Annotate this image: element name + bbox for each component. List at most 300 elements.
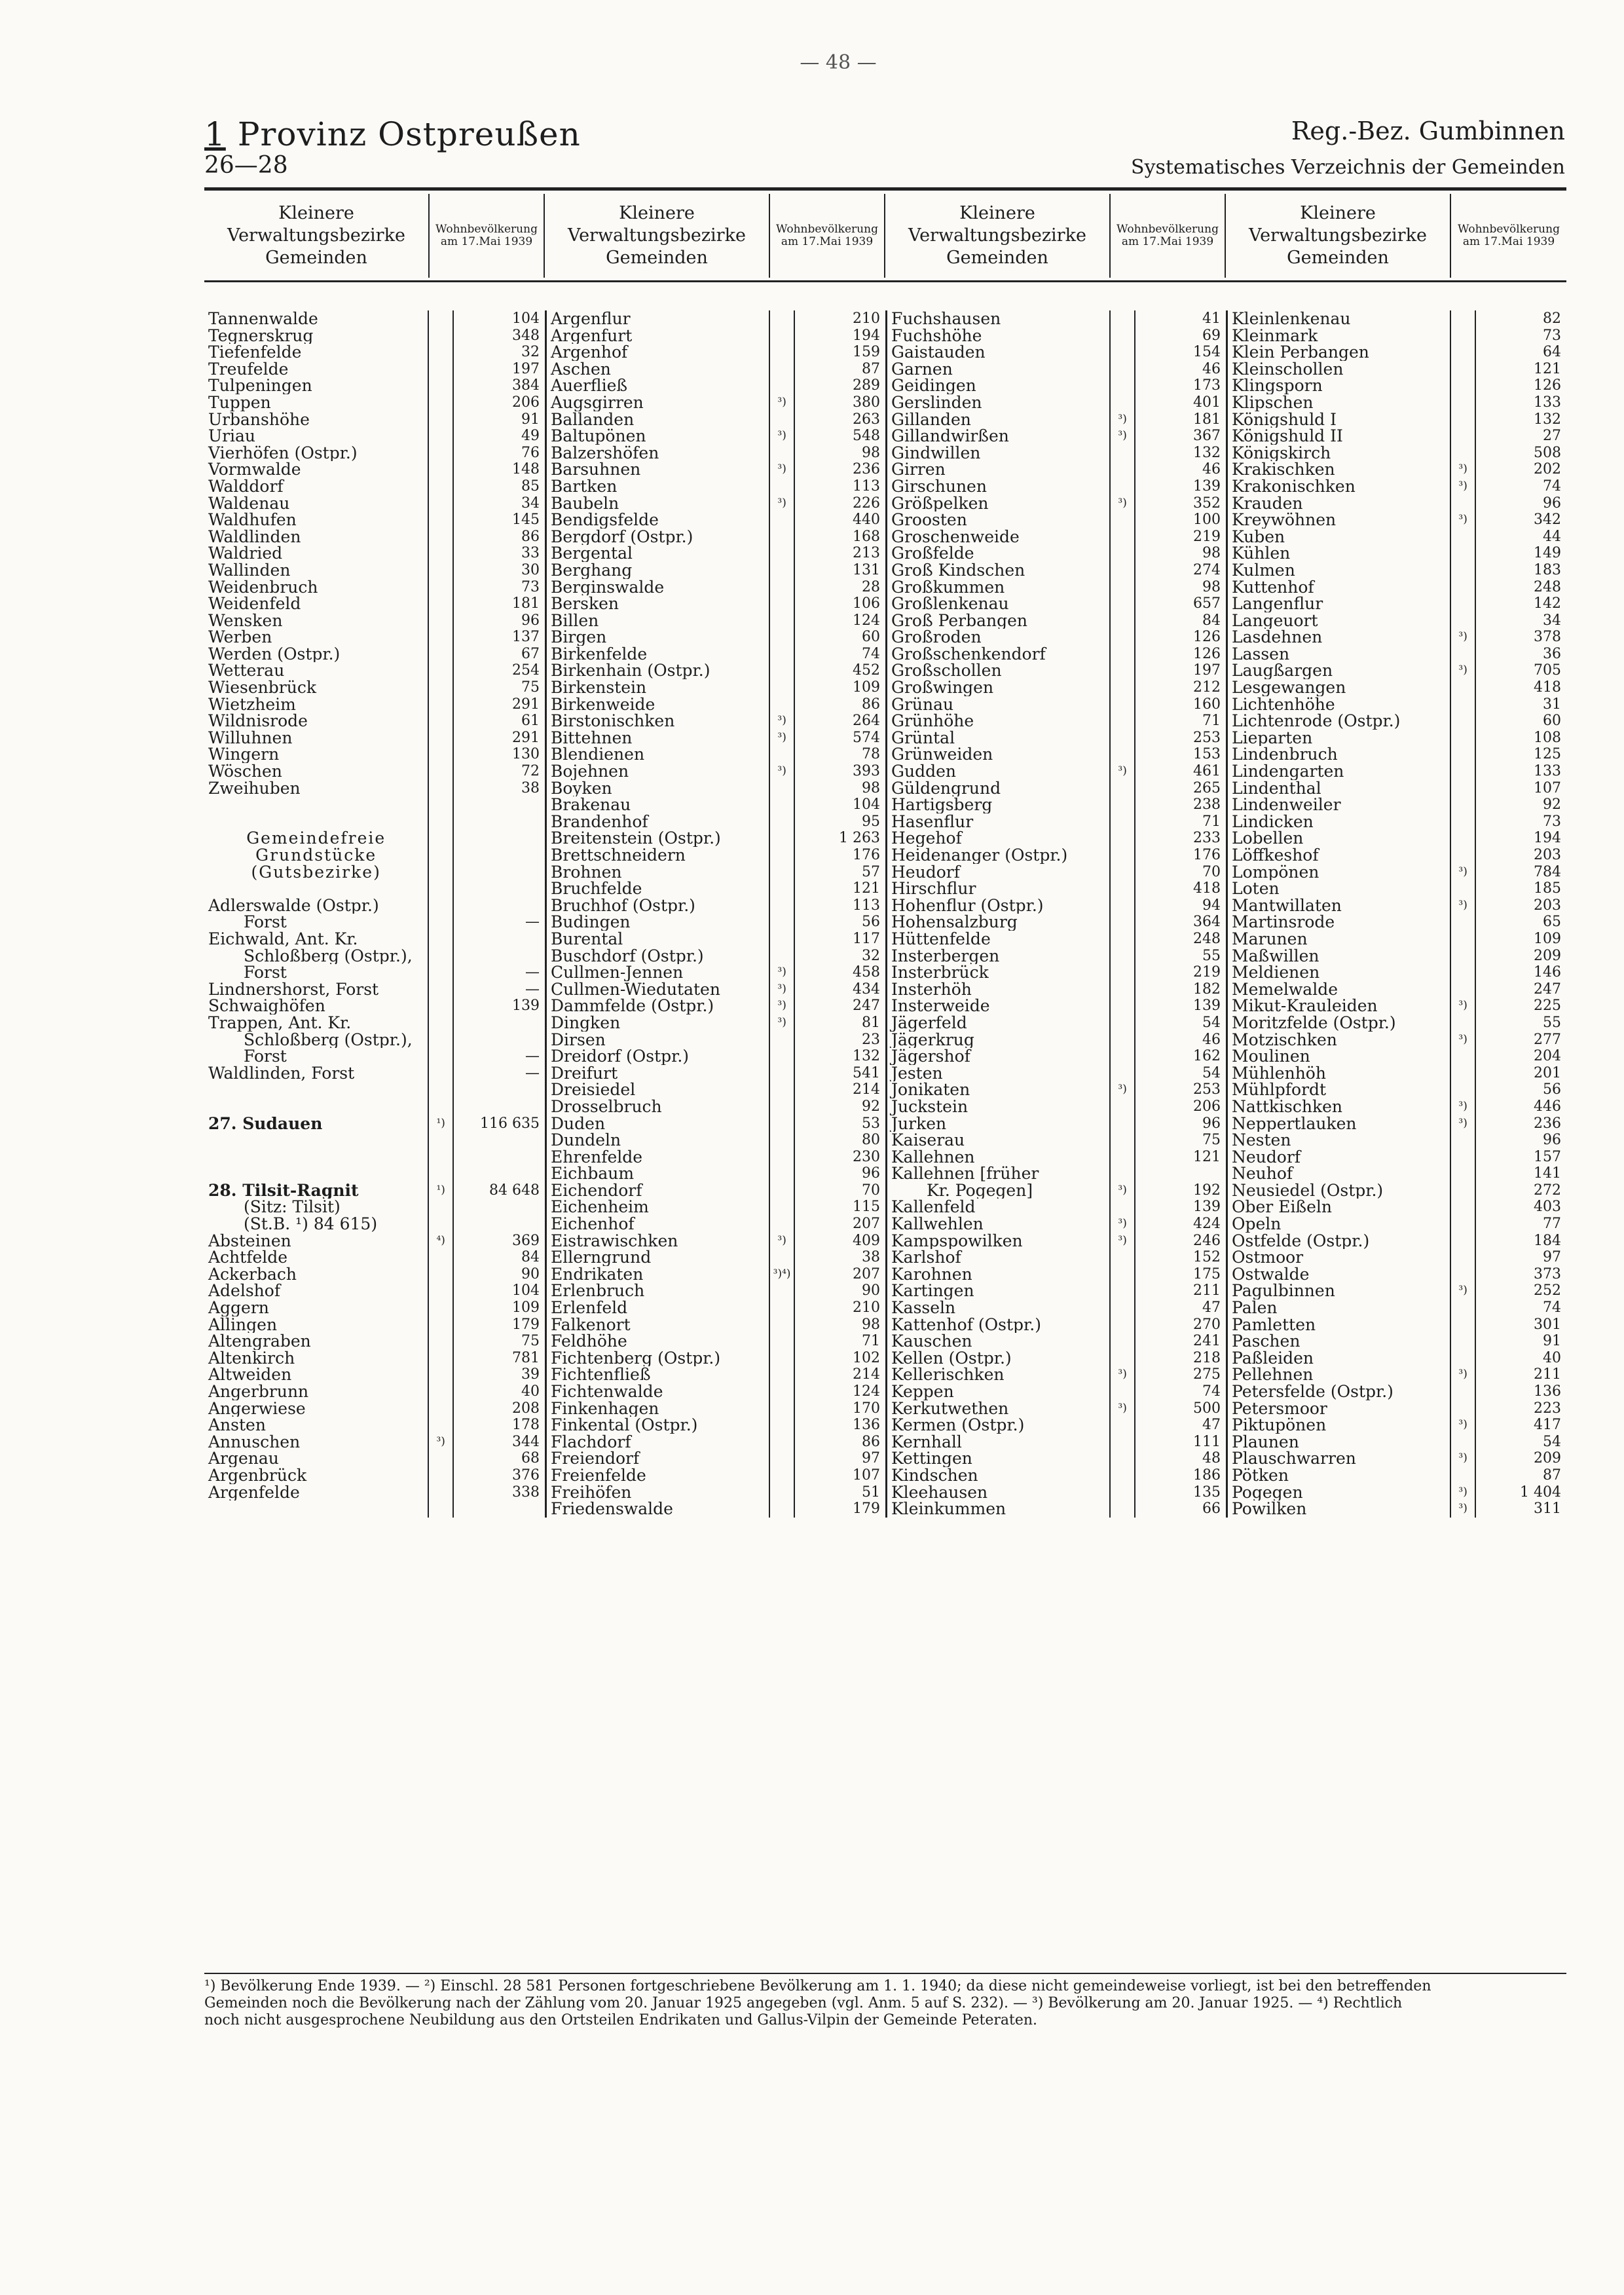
- header-name-4: Kleinere Verwaltungsbezirke Gemeinden: [1226, 194, 1451, 278]
- population-column: [452, 310, 545, 1518]
- footnote-mark: [1111, 1132, 1134, 1149]
- municipality-name: Großroden: [891, 629, 982, 646]
- population-value: 173: [1193, 377, 1221, 394]
- municipality-name: Großkummen: [891, 578, 1005, 596]
- population-value: 74: [1543, 477, 1561, 494]
- municipality-name: Angerbrunn: [208, 1383, 309, 1400]
- municipality-name: Groß Kindschen: [891, 561, 1025, 579]
- footnote-mark: [770, 595, 794, 612]
- footnote-mark: [1451, 730, 1475, 747]
- footnote-mark: [429, 1400, 452, 1417]
- population-value: 418: [1193, 880, 1221, 897]
- footnote-mark: [429, 813, 452, 830]
- footnote-mark: [1111, 1316, 1134, 1334]
- municipality-name: Balzershöfen: [551, 444, 659, 462]
- municipality-name: Ostfelde (Ostpr.): [1232, 1232, 1370, 1250]
- population-value: 238: [1193, 796, 1221, 813]
- municipality-name: Pagulbinnen: [1232, 1282, 1335, 1300]
- population-value: 541: [853, 1064, 880, 1081]
- footnotes: [204, 1973, 1566, 2029]
- population-value: 126: [1534, 377, 1561, 394]
- municipality-name: Vierhöfen (Ostpr.): [208, 444, 358, 462]
- municipality-name: Lindnershorst, Forst: [208, 980, 379, 998]
- footnote-mark: [429, 1484, 452, 1501]
- municipality-name: Fichtenwalde: [551, 1383, 663, 1400]
- footnote-mark: [429, 445, 452, 462]
- municipality-name: Palen: [1232, 1299, 1278, 1316]
- population-value: 133: [1534, 763, 1561, 780]
- municipality-name: Argenau: [208, 1450, 279, 1467]
- footnote-mark: [429, 1132, 452, 1149]
- footnote-mark: [1111, 394, 1134, 411]
- population-value: 56: [862, 914, 880, 931]
- footnote-mark: [1111, 998, 1134, 1015]
- population-value: 301: [1534, 1316, 1561, 1333]
- population-value: 71: [862, 1333, 880, 1350]
- population-value: 124: [853, 612, 880, 629]
- municipality-name: Kindschen: [891, 1466, 978, 1484]
- footnote-mark: [1451, 310, 1475, 327]
- footnote-mark: ³): [1118, 1083, 1127, 1096]
- population-value: 125: [1534, 746, 1561, 763]
- population-value: 130: [512, 746, 540, 763]
- population-value: 574: [853, 729, 880, 746]
- population-value: 132: [1534, 411, 1561, 428]
- municipality-name: Insterweide: [891, 998, 990, 1015]
- footnote-mark: [1451, 495, 1475, 512]
- municipality-name: Klingsporn: [1232, 377, 1323, 394]
- population-value: 74: [862, 645, 880, 662]
- population-value: 53: [862, 1115, 880, 1132]
- footnote-mark: [1451, 377, 1475, 394]
- footnote-mark: [1111, 713, 1134, 730]
- municipality-name: Powilken: [1232, 1501, 1307, 1518]
- footnote-column: [1450, 310, 1475, 1518]
- municipality-name: Auerfließ: [551, 377, 628, 394]
- header-pop-4: Wohnbevölkerung am 17.Mai 1939: [1458, 223, 1560, 248]
- municipality-name: Waldlinden, Forst: [208, 1064, 355, 1082]
- footnote-mark: [429, 595, 452, 612]
- population-value: 137: [512, 629, 540, 646]
- municipality-name: Feldhöhe: [551, 1333, 627, 1350]
- footnote-mark: [429, 914, 452, 931]
- municipality-name: Kerkutwethen: [891, 1400, 1009, 1417]
- municipality-name: Großlenkenau: [891, 595, 1009, 612]
- municipality-name: Maßwillen: [1232, 947, 1320, 965]
- footnote-mark: [770, 1199, 794, 1216]
- population-value: 230: [853, 1148, 880, 1165]
- footnote-mark: ³): [1118, 429, 1127, 443]
- municipality-name: Adelshof: [208, 1282, 281, 1300]
- population-value: [454, 931, 545, 948]
- footnote-mark: ³): [1458, 630, 1467, 644]
- footnote-mark: [1111, 1098, 1134, 1115]
- population-value: 246: [1193, 1232, 1221, 1249]
- municipality-name: Dreidorf (Ostpr.): [551, 1048, 690, 1065]
- population-value: 203: [1534, 847, 1561, 863]
- municipality-name: Brandenhof: [551, 813, 648, 830]
- footnote-mark: [1111, 1048, 1134, 1065]
- municipality-name: Friedenswalde: [551, 1501, 673, 1518]
- footnote-mark: ³): [777, 764, 786, 778]
- footnote-mark: [1451, 646, 1475, 663]
- footnote-mark: [1111, 746, 1134, 763]
- footnote-mark: [770, 310, 794, 327]
- footnote-mark: ³): [777, 429, 786, 443]
- municipality-name: (Sitz: Tilsit): [244, 1199, 341, 1216]
- population-column: [1475, 310, 1566, 1518]
- footnote-mark: [429, 746, 452, 763]
- municipality-name: Grünau: [891, 696, 954, 713]
- population-value: 657: [1193, 595, 1221, 612]
- footnote-mark: [429, 880, 452, 897]
- footnote-mark: [1111, 1149, 1134, 1166]
- municipality-name: Baltupönen: [551, 428, 646, 445]
- footnote-mark: [429, 730, 452, 747]
- population-value: 133: [1534, 394, 1561, 411]
- municipality-name: Schwaighöfen: [208, 998, 325, 1015]
- municipality-name: Mühlenhöh: [1232, 1064, 1326, 1082]
- municipality-name: Kleinkummen: [891, 1501, 1006, 1518]
- population-value: 139: [1193, 1199, 1221, 1216]
- footnote-mark: [770, 1316, 794, 1334]
- municipality-name: Kleinlenkenau: [1232, 310, 1351, 327]
- footnote-mark: [1111, 529, 1134, 546]
- municipality-name: Endrikaten: [551, 1265, 644, 1283]
- population-value: 149: [1534, 545, 1561, 562]
- municipality-name: Wingern: [208, 746, 280, 764]
- footnote-mark: [770, 361, 794, 378]
- population-value: 106: [853, 595, 880, 612]
- footnote-mark: [1111, 931, 1134, 948]
- population-value: 113: [853, 477, 880, 494]
- footnote-mark: [1111, 981, 1134, 998]
- footnote-mark: ³): [777, 1015, 786, 1029]
- municipality-name: Gindwillen: [891, 444, 981, 462]
- footnote-mark: [429, 998, 452, 1015]
- population-value: 32: [862, 947, 880, 964]
- population-value: 98: [862, 1316, 880, 1333]
- population-value: 82: [1543, 310, 1561, 327]
- footnote-mark: [429, 495, 452, 512]
- population-value: 781: [512, 1349, 540, 1366]
- population-value: 102: [853, 1349, 880, 1366]
- municipality-name: Kettingen: [891, 1450, 972, 1467]
- municipality-name: [204, 813, 428, 830]
- footnote-mark: [429, 1165, 452, 1182]
- municipality-name: Karohnen: [891, 1265, 972, 1283]
- population-column: [1134, 310, 1226, 1518]
- population-value: 139: [1193, 477, 1221, 494]
- population-value: 85: [521, 477, 540, 494]
- footnote-mark: [1111, 361, 1134, 378]
- population-value: 248: [1534, 578, 1561, 595]
- municipality-name: Kreywöhnen: [1232, 512, 1337, 529]
- footnote-mark: [1451, 344, 1475, 361]
- municipality-name: Freihöfen: [551, 1483, 632, 1501]
- municipality-name: Aggern: [208, 1299, 269, 1316]
- footnote-mark: ³): [1458, 1032, 1467, 1046]
- municipality-name: Forst: [244, 1048, 287, 1065]
- population-value: 247: [853, 998, 880, 1015]
- population-value: 33: [521, 545, 540, 562]
- municipality-name: Kattenhof (Ostpr.): [891, 1316, 1041, 1334]
- population-value: 253: [1193, 729, 1221, 746]
- footnote-mark: [770, 478, 794, 495]
- population-value: 131: [853, 561, 880, 578]
- municipality-name: Karlshof: [891, 1249, 961, 1266]
- footnote-mark: [429, 1149, 452, 1166]
- footnote-mark: [429, 847, 452, 864]
- footnote-mark: [1451, 1299, 1475, 1316]
- municipality-name: Uriau: [208, 428, 256, 445]
- footnote-mark: [429, 394, 452, 411]
- municipality-name: Altweiden: [208, 1366, 292, 1383]
- municipality-name: Königshuld I: [1232, 411, 1337, 428]
- municipality-name: Königshuld II: [1232, 428, 1343, 445]
- population-value: [454, 1081, 545, 1098]
- footnote-mark: [429, 461, 452, 478]
- population-value: 47: [1202, 1417, 1221, 1434]
- footnote-mark: [1111, 1032, 1134, 1049]
- population-value: 54: [1543, 1433, 1561, 1450]
- footnote-mark: [429, 1065, 452, 1082]
- municipality-name: Waldenau: [208, 494, 290, 512]
- municipality-name: Neusiedel (Ostpr.): [1232, 1182, 1384, 1199]
- municipality-name: Bartken: [551, 477, 618, 495]
- population-value: 100: [1193, 512, 1221, 529]
- population-value: 97: [862, 1450, 880, 1467]
- population-value: 109: [512, 1299, 540, 1316]
- footnote-mark: [1111, 445, 1134, 462]
- footnote-line: noch nicht ausgesprochene Neubildung aus den Ortsteilen Endrikaten und Gallus-Vilpin der Gemeinde Peteraten.: [204, 2012, 1038, 2028]
- municipality-name: Finkenhagen: [551, 1400, 659, 1417]
- municipality-name: Hohensalzburg: [891, 914, 1018, 931]
- footnote-mark: [1111, 780, 1134, 797]
- population-value: 178: [512, 1417, 540, 1434]
- municipality-name: Bergental: [551, 545, 633, 562]
- municipality-name: Argenfurt: [551, 327, 633, 345]
- footnote-mark: [1111, 310, 1134, 327]
- footnote-column: [428, 310, 452, 1518]
- population-value: 376: [512, 1466, 540, 1483]
- population-value: 204: [1534, 1048, 1561, 1065]
- population-value: 236: [1534, 1115, 1561, 1132]
- municipality-name: Freiendorf: [551, 1450, 640, 1467]
- footnote-mark: [1451, 880, 1475, 897]
- municipality-name: Kellen (Ostpr.): [891, 1349, 1012, 1367]
- population-value: 97: [1543, 1249, 1561, 1266]
- footnote-mark: [1111, 730, 1134, 747]
- municipality-name: Bruchhof (Ostpr.): [551, 897, 695, 914]
- population-value: 74: [1543, 1299, 1561, 1316]
- footnote-mark: [429, 327, 452, 345]
- population-value: 54: [1202, 1064, 1221, 1081]
- population-value: 784: [1534, 863, 1561, 880]
- population-value: 49: [521, 428, 540, 445]
- population-value: 275: [1193, 1366, 1221, 1383]
- population-value: 57: [862, 863, 880, 880]
- municipality-name: Birstonischken: [551, 713, 675, 730]
- population-value: 226: [853, 494, 880, 512]
- population-value: 86: [521, 528, 540, 545]
- footnote-mark: [429, 646, 452, 663]
- population-value: 104: [512, 1282, 540, 1299]
- population-value: 206: [512, 394, 540, 411]
- population-value: 208: [512, 1400, 540, 1417]
- municipality-name: Werben: [208, 629, 272, 646]
- population-value: 223: [1534, 1400, 1561, 1417]
- table-column-3: [885, 310, 1226, 1518]
- footnote-mark: [770, 931, 794, 948]
- population-value: 338: [512, 1483, 540, 1501]
- municipality-name: [204, 1081, 428, 1098]
- page-subtitle: Systematisches Verzeichnis der Gemeinden: [1131, 156, 1565, 179]
- population-value: 75: [1202, 1132, 1221, 1149]
- footnote-line: ¹) Bevölkerung Ende 1939. — ²) Einschl. 28 581 Personen fortgeschriebene Bevölkerung am 1. 1. 1940; da diese nicht gemeindeweise vorliegt, ist bei den betreffenden: [204, 1978, 1431, 1994]
- footnote-mark: [770, 1501, 794, 1518]
- population-value: 342: [1534, 512, 1561, 529]
- municipality-name: Pötken: [1232, 1466, 1289, 1484]
- municipality-name: Paßleiden: [1232, 1349, 1314, 1367]
- population-value: 84: [1202, 612, 1221, 629]
- municipality-name: Lassen: [1232, 645, 1290, 663]
- footnote-mark: [1451, 445, 1475, 462]
- population-value: 86: [862, 696, 880, 713]
- municipality-name: Ellerngrund: [551, 1249, 652, 1266]
- municipality-name: Großschenkendorf: [891, 645, 1046, 663]
- footnote-mark: [429, 796, 452, 813]
- population-value: 116 635: [480, 1115, 540, 1132]
- footnote-mark: [1111, 545, 1134, 562]
- footnote-mark: [1451, 394, 1475, 411]
- population-value: 96: [1202, 1115, 1221, 1132]
- municipality-name: Marunen: [1232, 930, 1308, 948]
- footnote-mark: [429, 1299, 452, 1316]
- population-value: 71: [1202, 713, 1221, 730]
- population-value: 69: [1202, 327, 1221, 344]
- municipality-name: Angerwiese: [208, 1400, 306, 1417]
- footnote-mark: [429, 964, 452, 981]
- municipality-name: Altenkirch: [208, 1349, 295, 1367]
- municipality-name: Neppertlauken: [1232, 1115, 1357, 1132]
- footnote-mark: [770, 1182, 794, 1199]
- footnote-mark: [770, 629, 794, 646]
- population-value: 56: [1543, 1081, 1561, 1098]
- municipality-name: Hirschflur: [891, 880, 976, 897]
- footnote-mark: [429, 981, 452, 998]
- population-value: 179: [512, 1316, 540, 1333]
- footnote-mark: [429, 1032, 452, 1049]
- population-value: [454, 1132, 545, 1149]
- header-name-2: Kleinere Verwaltungsbezirke Gemeinden: [545, 194, 770, 278]
- population-value: 55: [1202, 947, 1221, 964]
- municipality-name: Plauschwarren: [1232, 1450, 1356, 1467]
- municipality-name: Dingken: [551, 1014, 621, 1032]
- population-value: 248: [1193, 930, 1221, 947]
- footnote-mark: [1111, 696, 1134, 713]
- footnote-mark: [1451, 1048, 1475, 1065]
- municipality-name: Jesten: [891, 1064, 943, 1082]
- footnote-mark: [429, 1450, 452, 1467]
- municipality-name: Annuschen: [208, 1433, 301, 1451]
- footnote-mark: [1451, 679, 1475, 696]
- municipality-name: Girschunen: [891, 477, 987, 495]
- municipality-name: Größpelken: [891, 494, 989, 512]
- municipality-name: Birgen: [551, 629, 607, 646]
- population-value: 76: [521, 444, 540, 461]
- population-value: 136: [1534, 1383, 1561, 1400]
- population-value: 210: [853, 1299, 880, 1316]
- municipality-name: Großschollen: [891, 662, 1002, 680]
- population-value: [454, 1216, 545, 1233]
- population-value: [454, 1199, 545, 1216]
- municipality-name: Gerslinden: [891, 394, 982, 411]
- population-value: 32: [521, 344, 540, 361]
- footnote-mark: [429, 1098, 452, 1115]
- footnote-mark: [1451, 713, 1475, 730]
- population-value: 92: [862, 1098, 880, 1115]
- footnote-mark: ³): [1118, 412, 1127, 426]
- population-value: 185: [1534, 880, 1561, 897]
- population-value: 98: [862, 444, 880, 461]
- population-value: 184: [1534, 1232, 1561, 1249]
- municipality-name: Bittehnen: [551, 729, 633, 747]
- population-value: 121: [1193, 1148, 1221, 1165]
- footnote-mark: [1111, 679, 1134, 696]
- municipality-name: Hegehof: [891, 830, 962, 847]
- footnote-mark: [770, 344, 794, 361]
- population-value: 168: [853, 528, 880, 545]
- municipality-name: Laugßargen: [1232, 662, 1333, 680]
- population-value: 41: [1202, 310, 1221, 327]
- municipality-name: Achtfelde: [208, 1249, 288, 1266]
- population-value: 183: [1534, 561, 1561, 578]
- population-value: 207: [853, 1265, 880, 1282]
- population-value: 109: [853, 679, 880, 696]
- footnote-mark: [770, 1417, 794, 1434]
- footnote-mark: ³): [777, 496, 786, 510]
- municipality-name: Loten: [1232, 880, 1280, 897]
- footnote-mark: [770, 1299, 794, 1316]
- municipality-name: Kleehausen: [891, 1483, 988, 1501]
- footnote-mark: [770, 529, 794, 546]
- footnote-mark: [429, 696, 452, 713]
- population-value: [454, 1149, 545, 1166]
- population-value: 74: [1202, 1383, 1221, 1400]
- footnote-mark: [429, 679, 452, 696]
- footnote-mark: [429, 529, 452, 546]
- population-value: 34: [521, 494, 540, 512]
- municipality-name: Lompönen: [1232, 863, 1320, 881]
- municipality-name: Finkental (Ostpr.): [551, 1417, 698, 1434]
- municipality-name: Heidenanger (Ostpr.): [891, 847, 1068, 864]
- municipality-name: Eichendorf: [551, 1182, 642, 1199]
- municipality-name: Forst: [244, 914, 287, 931]
- population-value: —: [525, 914, 540, 931]
- population-value: 209: [1534, 1450, 1561, 1467]
- population-value: 61: [521, 713, 540, 730]
- footnote-mark: [1111, 1350, 1134, 1367]
- footnote-mark: [1111, 595, 1134, 612]
- municipality-name: Fuchshausen: [891, 310, 1001, 327]
- population-value: 98: [1202, 545, 1221, 562]
- population-value: 206: [1193, 1098, 1221, 1115]
- population-value: 393: [853, 763, 880, 780]
- population-value: 115: [853, 1199, 880, 1216]
- population-value: 384: [512, 377, 540, 394]
- page-number: — 48 —: [800, 51, 877, 74]
